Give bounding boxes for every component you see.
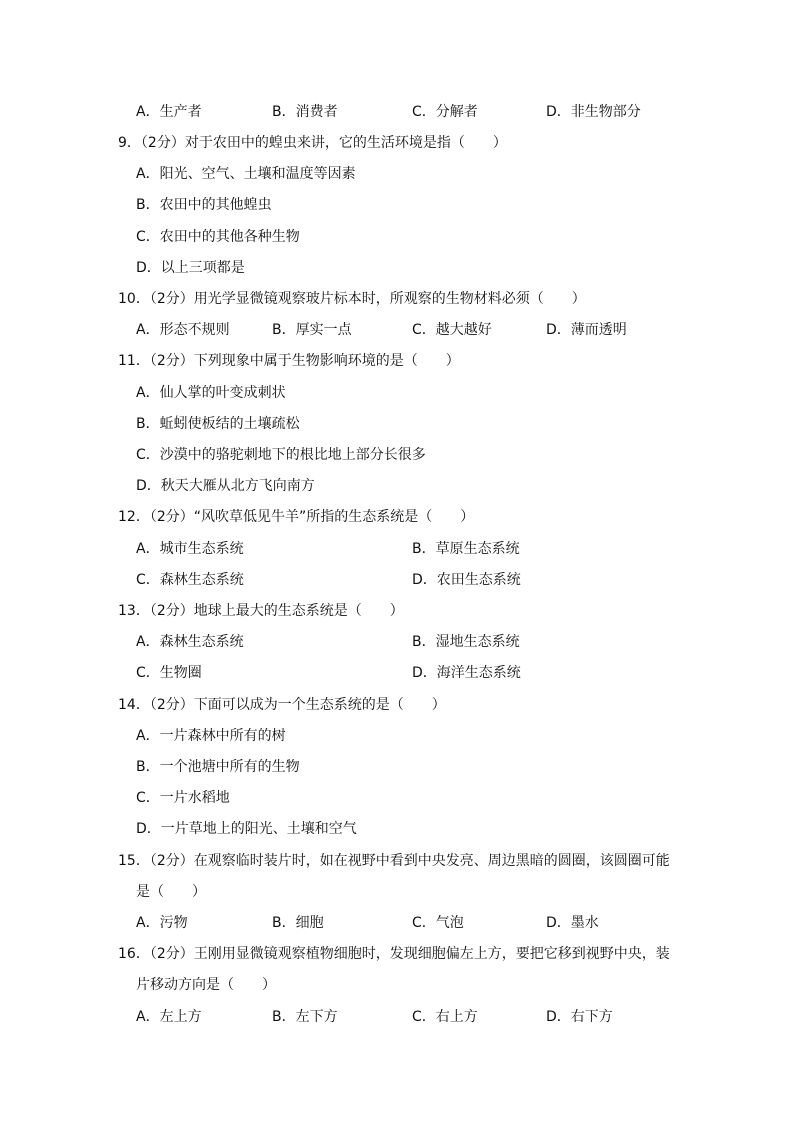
q13-option-a: A．森林生态系统 [136,634,244,650]
q15-stem-line1: 15．（2分）在观察临时装片时，如在视野中看到中央发亮、周边黑暗的圆圈，该圆圈可能 [118,853,670,869]
q10-option-a: A．形态不规则 [136,322,230,338]
q15-option-a: A．污物 [136,915,188,931]
q8-option-d: D．非生物部分 [546,104,641,120]
q11-option-a: A．仙人掌的叶变成刺状 [136,385,286,401]
q15-option-d: D．墨水 [546,915,599,931]
q11-option-b: B．蚯蚓使板结的土壤疏松 [136,416,300,432]
q9-option-b: B．农田中的其他蝗虫 [136,197,272,213]
q10-option-b: B．厚实一点 [272,322,352,338]
q16-option-b: B．左下方 [272,1009,338,1025]
q12-option-d: D．农田生态系统 [412,572,521,588]
q14-option-b: B．一个池塘中所有的生物 [136,759,300,775]
q14-option-d: D．一片草地上的阳光、土壤和空气 [136,821,357,837]
q15-stem-line2: 是（ ） [136,884,206,900]
q13-stem: 13．（2分）地球上最大的生态系统是（ ） [118,603,404,619]
q13-option-b: B．湿地生态系统 [412,634,520,650]
q12-stem: 12．（2分）“风吹草低见牛羊”所指的生态系统是（ ） [118,509,475,525]
q9-stem: 9．（2分）对于农田中的蝗虫来讲，它的生活环境是指（ ） [118,135,507,151]
q16-stem-line1: 16．（2分）王刚用显微镜观察植物细胞时，发现细胞偏左上方，要把它移到视野中央，装 [118,946,670,962]
q12-option-b: B．草原生态系统 [412,541,520,557]
q15-option-c: C．气泡 [412,915,464,931]
q10-option-c: C．越大越好 [412,322,492,338]
q13-option-c: C．生物圈 [136,665,202,681]
q14-stem: 14．（2分）下面可以成为一个生态系统的是（ ） [118,697,446,713]
q11-option-d: D．秋天大雁从北方飞向南方 [136,478,315,494]
q8-option-c: C．分解者 [412,104,478,120]
q14-option-c: C．一片水稻地 [136,790,230,806]
q16-stem-line2: 片移动方向是（ ） [136,977,276,993]
q12-option-c: C．森林生态系统 [136,572,244,588]
q16-option-a: A．左上方 [136,1009,202,1025]
q11-stem: 11．（2分）下列现象中属于生物影响环境的是（ ） [118,353,460,369]
q14-option-a: A．一片森林中所有的树 [136,728,286,744]
q10-option-d: D．薄而透明 [546,322,627,338]
q15-option-b: B．细胞 [272,915,324,931]
q8-option-b: B．消费者 [272,104,338,120]
q16-option-d: D．右下方 [546,1009,613,1025]
q10-stem: 10．（2分）用光学显微镜观察玻片标本时，所观察的生物材料必须（ ） [118,291,586,307]
q13-option-d: D．海洋生态系统 [412,665,521,681]
q11-option-c: C．沙漠中的骆驼刺地下的根比地上部分长很多 [136,447,426,463]
q9-option-a: A．阳光、空气、土壤和温度等因素 [136,166,356,182]
q8-option-a: A．生产者 [136,104,202,120]
q9-option-d: D．以上三项都是 [136,260,245,276]
q16-option-c: C．右上方 [412,1009,478,1025]
q9-option-c: C．农田中的其他各种生物 [136,229,300,245]
q12-option-a: A．城市生态系统 [136,541,244,557]
